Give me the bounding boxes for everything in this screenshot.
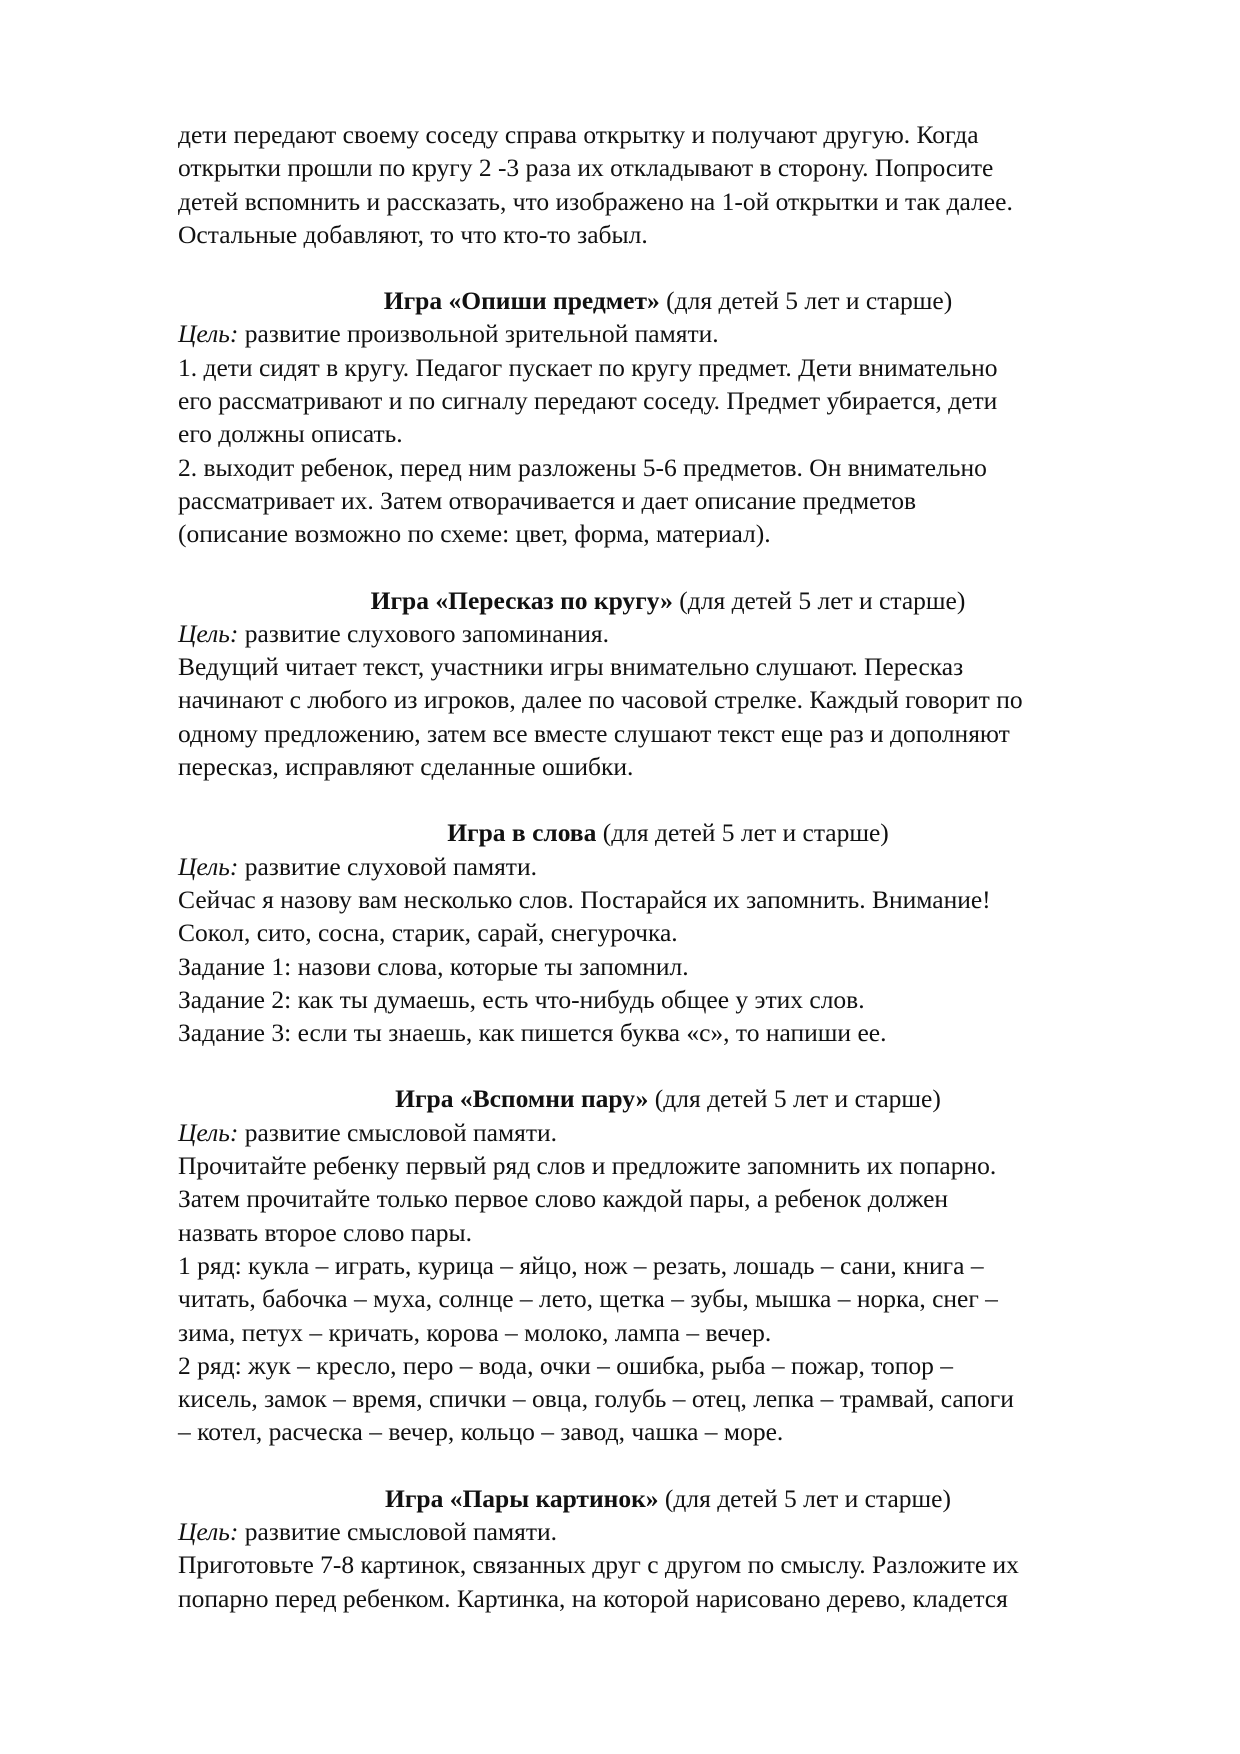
section-title: Игра «Пары картинок» [385,1483,659,1513]
section-heading [178,816,1158,849]
section-title: Игра в слова [447,818,597,848]
section-title: Игра «Опиши предмет» [383,286,660,316]
section-word-game [178,816,1158,1049]
text-line: Ведущий читает текст, участники игры внимательно слушают. Пересказ [178,652,964,682]
section-age: (для детей 5 лет и старше) [648,1084,941,1114]
goal-label: Цель: [178,618,239,648]
text-line: Сейчас я назову вам несколько слов. Постарайся их запомнить. Внимание! [178,884,991,914]
goal-line [178,317,1158,350]
text-line: читать, бабочка – муха, солнце – лето, щетка – зубы, мышка – норка, снег – [178,1284,998,1314]
text-line: кисель, замок – время, спички – овца, голубь – отец, лепка – трамвай, сапоги [178,1384,1014,1414]
goal-label: Цель: [178,1516,239,1546]
goal-line [178,617,1158,650]
section-remember-pair [178,1082,1158,1448]
text-line: Приготовьте 7-8 картинок, связанных друг с другом по смыслу. Разложите их [178,1550,1019,1580]
text-line: детей вспомнить и рассказать, что изображено на 1-ой открытки и так далее. [178,186,1013,216]
intro-paragraph [178,118,1158,251]
text-line: 2. выходит ребенок, перед ним разложены 5-6 предметов. Он внимательно [178,452,987,482]
section-age: (для детей 5 лет и старше) [658,1483,951,1513]
text-line: одному предложению, затем все вместе слушают текст еще раз и дополняют [178,718,1010,748]
section-age: (для детей 5 лет и старше) [659,286,953,316]
goal-text: развитие произвольной зрительной памяти. [238,319,719,349]
section-heading [178,584,1158,617]
goal-text: развитие слуховой памяти. [238,851,537,881]
section-age: (для детей 5 лет и старше) [672,585,966,615]
goal-label: Цель: [178,1117,239,1147]
text-line: (описание возможно по схеме: цвет, форма, материал). [178,519,771,549]
section-title: Игра «Вспомни пару» [395,1084,649,1114]
text-line: зима, петух – кричать, корова – молоко, лампа – вечер. [178,1317,772,1347]
text-line: пересказ, исправляют сделанные ошибки. [178,752,634,782]
text-line: Задание 2: как ты думаешь, есть что-нибудь общее у этих слов. [178,984,865,1014]
text-line: Затем прочитайте только первое слово каждой пары, а ребенок должен [178,1184,949,1214]
text-line: его должны описать. [178,419,403,449]
text-line: 2 ряд: жук – кресло, перо – вода, очки – ошибка, рыба – пожар, топор – [178,1350,954,1380]
text-line: его рассматривают и по сигналу передают соседу. Предмет убирается, дети [178,386,998,416]
section-title: Игра «Пересказ по кругу» [370,585,673,615]
text-line: Задание 1: назови слова, которые ты запомнил. [178,951,689,981]
text-line: 1 ряд: кукла – играть, курица – яйцо, нож – резать, лошадь – сани, книга – [178,1250,984,1280]
section-heading [178,284,1158,317]
goal-label: Цель: [178,319,239,349]
section-age: (для детей 5 лет и старше) [596,818,889,848]
text-line: 1. дети сидят в кругу. Педагог пускает по кругу предмет. Дети внимательно [178,352,998,382]
text-line: Сокол, сито, сосна, старик, сарай, снегурочка. [178,918,678,948]
goal-line [178,1116,1158,1149]
text-line: Прочитайте ребенку первый ряд слов и предложите запомнить их попарно. [178,1151,997,1181]
goal-text: развитие слухового запоминания. [238,618,610,648]
text-line: начинают с любого из игроков, далее по часовой стрелке. Каждый говорит по [178,685,1023,715]
text-line: Остальные добавляют, то что кто-то забыл. [178,219,648,249]
section-heading [178,1482,1158,1515]
section-describe-object [178,284,1158,550]
text-line: рассматривает их. Затем отворачивается и дает описание предметов [178,485,917,515]
goal-text: развитие смысловой памяти. [238,1117,558,1147]
goal-label: Цель: [178,851,239,881]
section-heading [178,1082,1158,1115]
section-retelling-circle [178,584,1158,784]
goal-line [178,850,1158,883]
section-picture-pairs [178,1482,1158,1615]
goal-line [178,1515,1158,1548]
text-line: Задание 3: если ты знаешь, как пишется буква «с», то напиши ее. [178,1018,887,1048]
text-line: попарно перед ребенком. Картинка, на которой нарисовано дерево, кладется [178,1583,1008,1613]
text-line: – котел, расческа – вечер, кольцо – завод, чашка – море. [178,1417,784,1447]
text-line: назвать второе слово пары. [178,1217,473,1247]
text-line: открытки прошли по кругу 2 -3 раза их откладывают в сторону. Попросите [178,153,994,183]
goal-text: развитие смысловой памяти. [238,1516,558,1546]
document-page [178,118,1158,1615]
text-line: дети передают своему соседу справа открытку и получают другую. Когда [178,120,979,149]
